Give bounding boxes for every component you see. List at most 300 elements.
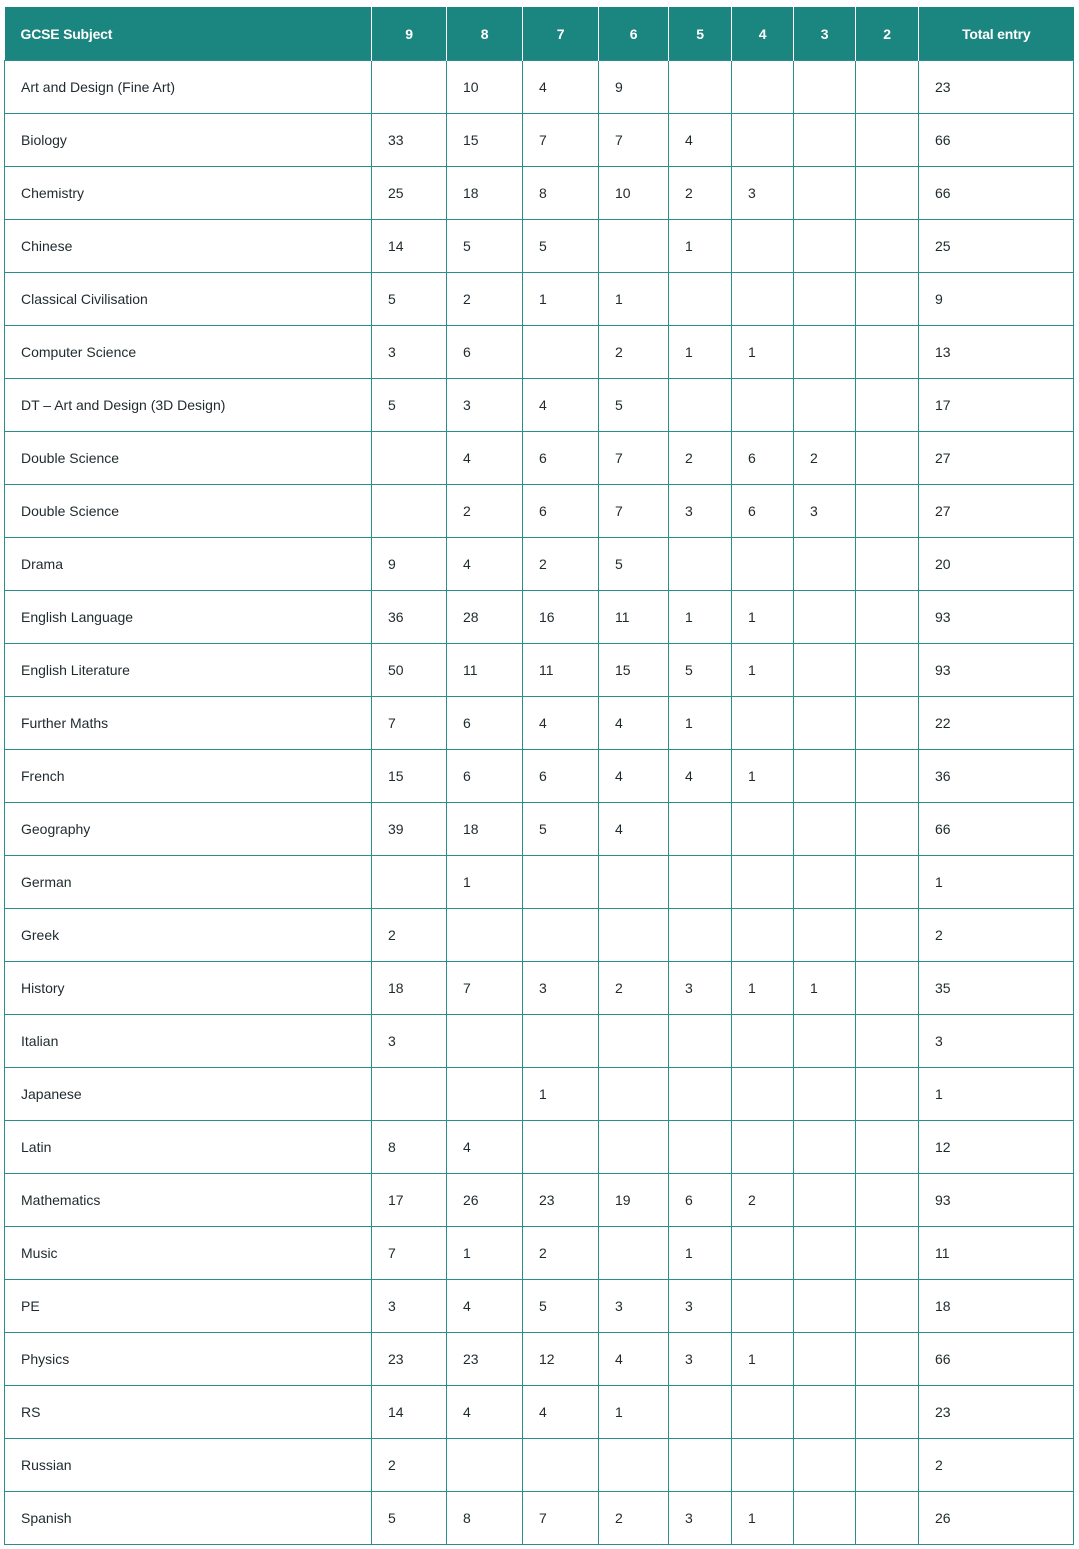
cell-grade-6: 1 [599,273,669,326]
cell-grade-6: 1 [599,1386,669,1439]
cell-grade-4 [732,273,794,326]
cell-total-entry: 66 [919,803,1074,856]
cell-grade-8: 3 [447,379,523,432]
cell-grade-8: 4 [447,1121,523,1174]
cell-grade-4 [732,1121,794,1174]
cell-grade-5: 3 [669,1280,732,1333]
cell-grade-2 [856,697,919,750]
cell-grade-4: 2 [732,1174,794,1227]
cell-grade-5 [669,909,732,962]
cell-grade-2 [856,1121,919,1174]
cell-grade-3 [794,1492,856,1545]
cell-grade-9: 5 [372,1492,447,1545]
cell-total-entry: 17 [919,379,1074,432]
cell-grade-8: 2 [447,485,523,538]
table-row [5,1227,1074,1280]
cell-total-entry: 12 [919,1121,1074,1174]
cell-subject: DT – Art and Design (3D Design) [5,379,372,432]
cell-grade-4: 1 [732,591,794,644]
cell-grade-3 [794,644,856,697]
cell-total-entry: 3 [919,1015,1074,1068]
cell-grade-7: 4 [523,1386,599,1439]
cell-total-entry: 66 [919,114,1074,167]
header-grade-7: 7 [523,7,599,61]
cell-total-entry: 22 [919,697,1074,750]
cell-total-entry: 9 [919,273,1074,326]
cell-grade-8: 18 [447,803,523,856]
cell-grade-5: 2 [669,167,732,220]
cell-subject: Chemistry [5,167,372,220]
cell-grade-5: 1 [669,591,732,644]
cell-grade-3 [794,1386,856,1439]
cell-grade-8: 4 [447,1280,523,1333]
cell-grade-8 [447,909,523,962]
cell-grade-9: 18 [372,962,447,1015]
cell-subject: Computer Science [5,326,372,379]
header-grade-2: 2 [856,7,919,61]
cell-grade-7: 6 [523,485,599,538]
table-row [5,1015,1074,1068]
table-row [5,591,1074,644]
cell-grade-6: 3 [599,1280,669,1333]
table-row [5,644,1074,697]
cell-grade-4: 1 [732,1333,794,1386]
cell-grade-2 [856,644,919,697]
cell-grade-2 [856,114,919,167]
cell-subject: Physics [5,1333,372,1386]
cell-grade-3 [794,1333,856,1386]
cell-grade-2 [856,1174,919,1227]
cell-total-entry: 18 [919,1280,1074,1333]
table-row [5,485,1074,538]
cell-grade-2 [856,1227,919,1280]
cell-grade-9: 7 [372,697,447,750]
cell-subject: Music [5,1227,372,1280]
table-header-row [5,7,1074,61]
cell-subject: Biology [5,114,372,167]
cell-grade-8 [447,1015,523,1068]
cell-total-entry: 66 [919,1333,1074,1386]
cell-grade-4 [732,1280,794,1333]
table-row [5,962,1074,1015]
cell-grade-2 [856,1280,919,1333]
cell-grade-5 [669,379,732,432]
cell-grade-6 [599,1439,669,1492]
cell-grade-5: 5 [669,644,732,697]
cell-grade-9: 3 [372,1280,447,1333]
cell-grade-9: 5 [372,273,447,326]
cell-grade-3 [794,167,856,220]
cell-grade-3 [794,61,856,114]
cell-grade-6: 4 [599,1333,669,1386]
table-row [5,61,1074,114]
cell-grade-7: 3 [523,962,599,1015]
header-grade-8: 8 [447,7,523,61]
cell-grade-7: 1 [523,1068,599,1121]
cell-grade-9 [372,1068,447,1121]
cell-grade-7: 4 [523,697,599,750]
table-body [5,61,1074,1545]
cell-grade-8: 6 [447,750,523,803]
cell-grade-8: 15 [447,114,523,167]
table-row [5,114,1074,167]
cell-grade-9: 14 [372,1386,447,1439]
cell-total-entry: 13 [919,326,1074,379]
cell-grade-2 [856,803,919,856]
cell-grade-6: 19 [599,1174,669,1227]
table-row [5,1174,1074,1227]
cell-grade-5 [669,856,732,909]
cell-grade-9 [372,61,447,114]
cell-grade-3 [794,697,856,750]
cell-grade-7: 5 [523,220,599,273]
cell-grade-9: 23 [372,1333,447,1386]
cell-grade-2 [856,326,919,379]
cell-grade-6: 7 [599,485,669,538]
cell-grade-5 [669,61,732,114]
cell-grade-7: 12 [523,1333,599,1386]
header-total-entry: Total entry [919,7,1074,61]
table-row [5,856,1074,909]
cell-grade-4 [732,697,794,750]
cell-grade-2 [856,1439,919,1492]
cell-grade-9: 7 [372,1227,447,1280]
cell-grade-4: 1 [732,1492,794,1545]
cell-subject: Further Maths [5,697,372,750]
cell-grade-6: 2 [599,1492,669,1545]
cell-grade-8: 1 [447,856,523,909]
cell-grade-8: 18 [447,167,523,220]
cell-grade-9 [372,856,447,909]
header-grade-6: 6 [599,7,669,61]
cell-grade-4 [732,1068,794,1121]
cell-grade-6: 11 [599,591,669,644]
table-row [5,1386,1074,1439]
cell-grade-9: 9 [372,538,447,591]
cell-grade-7: 6 [523,750,599,803]
cell-total-entry: 20 [919,538,1074,591]
cell-grade-7: 5 [523,1280,599,1333]
cell-grade-4: 1 [732,962,794,1015]
cell-subject: Russian [5,1439,372,1492]
cell-grade-3 [794,273,856,326]
cell-grade-4 [732,61,794,114]
cell-grade-4 [732,909,794,962]
cell-subject: Geography [5,803,372,856]
cell-grade-6: 5 [599,538,669,591]
cell-grade-5 [669,803,732,856]
cell-grade-8: 6 [447,697,523,750]
cell-grade-6 [599,909,669,962]
cell-grade-7: 2 [523,538,599,591]
cell-grade-6: 4 [599,750,669,803]
cell-subject: Chinese [5,220,372,273]
cell-total-entry: 1 [919,856,1074,909]
cell-grade-6: 15 [599,644,669,697]
cell-grade-8: 4 [447,538,523,591]
cell-grade-5 [669,1439,732,1492]
cell-grade-3 [794,114,856,167]
cell-grade-3 [794,220,856,273]
cell-grade-7: 1 [523,273,599,326]
cell-total-entry: 27 [919,432,1074,485]
cell-grade-3 [794,591,856,644]
cell-subject: Italian [5,1015,372,1068]
cell-grade-6: 10 [599,167,669,220]
cell-grade-2 [856,379,919,432]
cell-total-entry: 23 [919,61,1074,114]
cell-grade-5: 6 [669,1174,732,1227]
cell-total-entry: 2 [919,909,1074,962]
table-row [5,1492,1074,1545]
cell-grade-3: 2 [794,432,856,485]
table-row [5,750,1074,803]
cell-grade-2 [856,1068,919,1121]
cell-total-entry: 11 [919,1227,1074,1280]
cell-grade-2 [856,856,919,909]
cell-grade-6 [599,1015,669,1068]
header-subject: GCSE Subject [5,7,372,61]
cell-total-entry: 93 [919,644,1074,697]
cell-grade-3: 3 [794,485,856,538]
table-row [5,167,1074,220]
cell-grade-9: 17 [372,1174,447,1227]
cell-grade-4: 6 [732,485,794,538]
cell-grade-2 [856,1492,919,1545]
cell-grade-4 [732,1015,794,1068]
cell-grade-3 [794,856,856,909]
cell-grade-5: 3 [669,485,732,538]
cell-grade-7: 7 [523,114,599,167]
cell-grade-8: 26 [447,1174,523,1227]
cell-grade-6 [599,1068,669,1121]
cell-grade-7: 2 [523,1227,599,1280]
cell-grade-5 [669,1121,732,1174]
cell-grade-3 [794,909,856,962]
cell-grade-5: 4 [669,750,732,803]
cell-grade-7 [523,909,599,962]
cell-total-entry: 93 [919,1174,1074,1227]
results-table-container [4,7,1074,1545]
cell-grade-7: 23 [523,1174,599,1227]
cell-total-entry: 2 [919,1439,1074,1492]
cell-grade-2 [856,273,919,326]
cell-grade-8: 7 [447,962,523,1015]
cell-grade-9: 15 [372,750,447,803]
table-row [5,538,1074,591]
cell-subject: Double Science [5,485,372,538]
cell-grade-3 [794,1121,856,1174]
cell-grade-8: 10 [447,61,523,114]
cell-grade-6: 7 [599,432,669,485]
cell-grade-4: 1 [732,750,794,803]
cell-grade-7: 6 [523,432,599,485]
cell-grade-4 [732,856,794,909]
cell-total-entry: 66 [919,167,1074,220]
cell-grade-4 [732,220,794,273]
cell-grade-6: 4 [599,697,669,750]
cell-grade-2 [856,750,919,803]
cell-subject: Spanish [5,1492,372,1545]
header-grade-4: 4 [732,7,794,61]
cell-grade-6: 4 [599,803,669,856]
cell-total-entry: 25 [919,220,1074,273]
cell-grade-2 [856,909,919,962]
cell-grade-6: 2 [599,326,669,379]
cell-grade-5: 1 [669,220,732,273]
cell-grade-9: 33 [372,114,447,167]
cell-subject: RS [5,1386,372,1439]
cell-grade-2 [856,167,919,220]
cell-grade-6: 7 [599,114,669,167]
cell-grade-4: 3 [732,167,794,220]
cell-grade-3 [794,538,856,591]
cell-grade-3 [794,1015,856,1068]
cell-subject: English Language [5,591,372,644]
table-row [5,273,1074,326]
cell-subject: Art and Design (Fine Art) [5,61,372,114]
cell-grade-3 [794,803,856,856]
table-row [5,326,1074,379]
cell-grade-7 [523,1439,599,1492]
cell-grade-3 [794,1174,856,1227]
cell-grade-3 [794,1227,856,1280]
cell-grade-4: 6 [732,432,794,485]
cell-grade-5 [669,1068,732,1121]
cell-grade-5 [669,538,732,591]
cell-grade-7: 4 [523,379,599,432]
cell-grade-8: 4 [447,1386,523,1439]
cell-grade-7 [523,1015,599,1068]
cell-subject: Double Science [5,432,372,485]
cell-grade-6: 5 [599,379,669,432]
cell-grade-9: 36 [372,591,447,644]
cell-grade-9: 2 [372,1439,447,1492]
cell-grade-8: 2 [447,273,523,326]
cell-subject: Latin [5,1121,372,1174]
cell-grade-4 [732,1227,794,1280]
cell-grade-5: 4 [669,114,732,167]
cell-subject: History [5,962,372,1015]
cell-grade-5 [669,1386,732,1439]
cell-grade-9: 39 [372,803,447,856]
cell-subject: Classical Civilisation [5,273,372,326]
cell-grade-5: 3 [669,1333,732,1386]
cell-total-entry: 23 [919,1386,1074,1439]
cell-grade-9: 3 [372,326,447,379]
cell-grade-8: 1 [447,1227,523,1280]
table-row [5,1333,1074,1386]
cell-grade-3 [794,1439,856,1492]
cell-grade-8: 4 [447,432,523,485]
cell-grade-8: 23 [447,1333,523,1386]
cell-grade-9: 50 [372,644,447,697]
cell-grade-9: 2 [372,909,447,962]
cell-grade-4 [732,803,794,856]
table-row [5,220,1074,273]
cell-grade-3 [794,1068,856,1121]
cell-subject: English Literature [5,644,372,697]
table-row [5,1439,1074,1492]
cell-grade-4 [732,1386,794,1439]
cell-grade-2 [856,61,919,114]
cell-total-entry: 27 [919,485,1074,538]
cell-grade-6: 9 [599,61,669,114]
cell-total-entry: 36 [919,750,1074,803]
cell-grade-2 [856,1015,919,1068]
cell-grade-6 [599,856,669,909]
cell-grade-9: 5 [372,379,447,432]
cell-grade-7: 16 [523,591,599,644]
cell-grade-9: 8 [372,1121,447,1174]
cell-grade-5 [669,1015,732,1068]
header-grade-9: 9 [372,7,447,61]
cell-grade-5 [669,273,732,326]
table-row [5,697,1074,750]
cell-grade-4 [732,538,794,591]
cell-total-entry: 35 [919,962,1074,1015]
cell-subject: Drama [5,538,372,591]
cell-grade-4 [732,1439,794,1492]
cell-grade-2 [856,591,919,644]
cell-grade-4: 1 [732,644,794,697]
cell-grade-2 [856,962,919,1015]
table-row [5,379,1074,432]
cell-grade-3 [794,326,856,379]
cell-grade-7 [523,326,599,379]
table-row [5,1280,1074,1333]
cell-total-entry: 93 [919,591,1074,644]
cell-grade-4: 1 [732,326,794,379]
cell-subject: French [5,750,372,803]
cell-grade-6: 2 [599,962,669,1015]
table-row [5,1068,1074,1121]
table-row [5,1121,1074,1174]
cell-grade-7: 5 [523,803,599,856]
cell-grade-4 [732,379,794,432]
cell-subject: Mathematics [5,1174,372,1227]
cell-grade-6 [599,1227,669,1280]
gcse-results-table [4,7,1074,1545]
cell-grade-8: 5 [447,220,523,273]
cell-grade-8 [447,1439,523,1492]
cell-grade-5: 2 [669,432,732,485]
header-grade-3: 3 [794,7,856,61]
cell-grade-2 [856,485,919,538]
cell-grade-6 [599,220,669,273]
header-grade-5: 5 [669,7,732,61]
cell-grade-5: 1 [669,1227,732,1280]
cell-grade-8: 28 [447,591,523,644]
cell-grade-2 [856,1386,919,1439]
cell-grade-7: 11 [523,644,599,697]
cell-grade-5: 3 [669,1492,732,1545]
cell-grade-5: 1 [669,697,732,750]
cell-grade-8: 8 [447,1492,523,1545]
cell-grade-7 [523,856,599,909]
cell-grade-2 [856,538,919,591]
cell-grade-6 [599,1121,669,1174]
cell-subject: PE [5,1280,372,1333]
cell-subject: Japanese [5,1068,372,1121]
cell-subject: Greek [5,909,372,962]
cell-grade-9: 14 [372,220,447,273]
cell-grade-2 [856,220,919,273]
cell-grade-4 [732,114,794,167]
cell-grade-7 [523,1121,599,1174]
cell-total-entry: 1 [919,1068,1074,1121]
cell-grade-7: 7 [523,1492,599,1545]
